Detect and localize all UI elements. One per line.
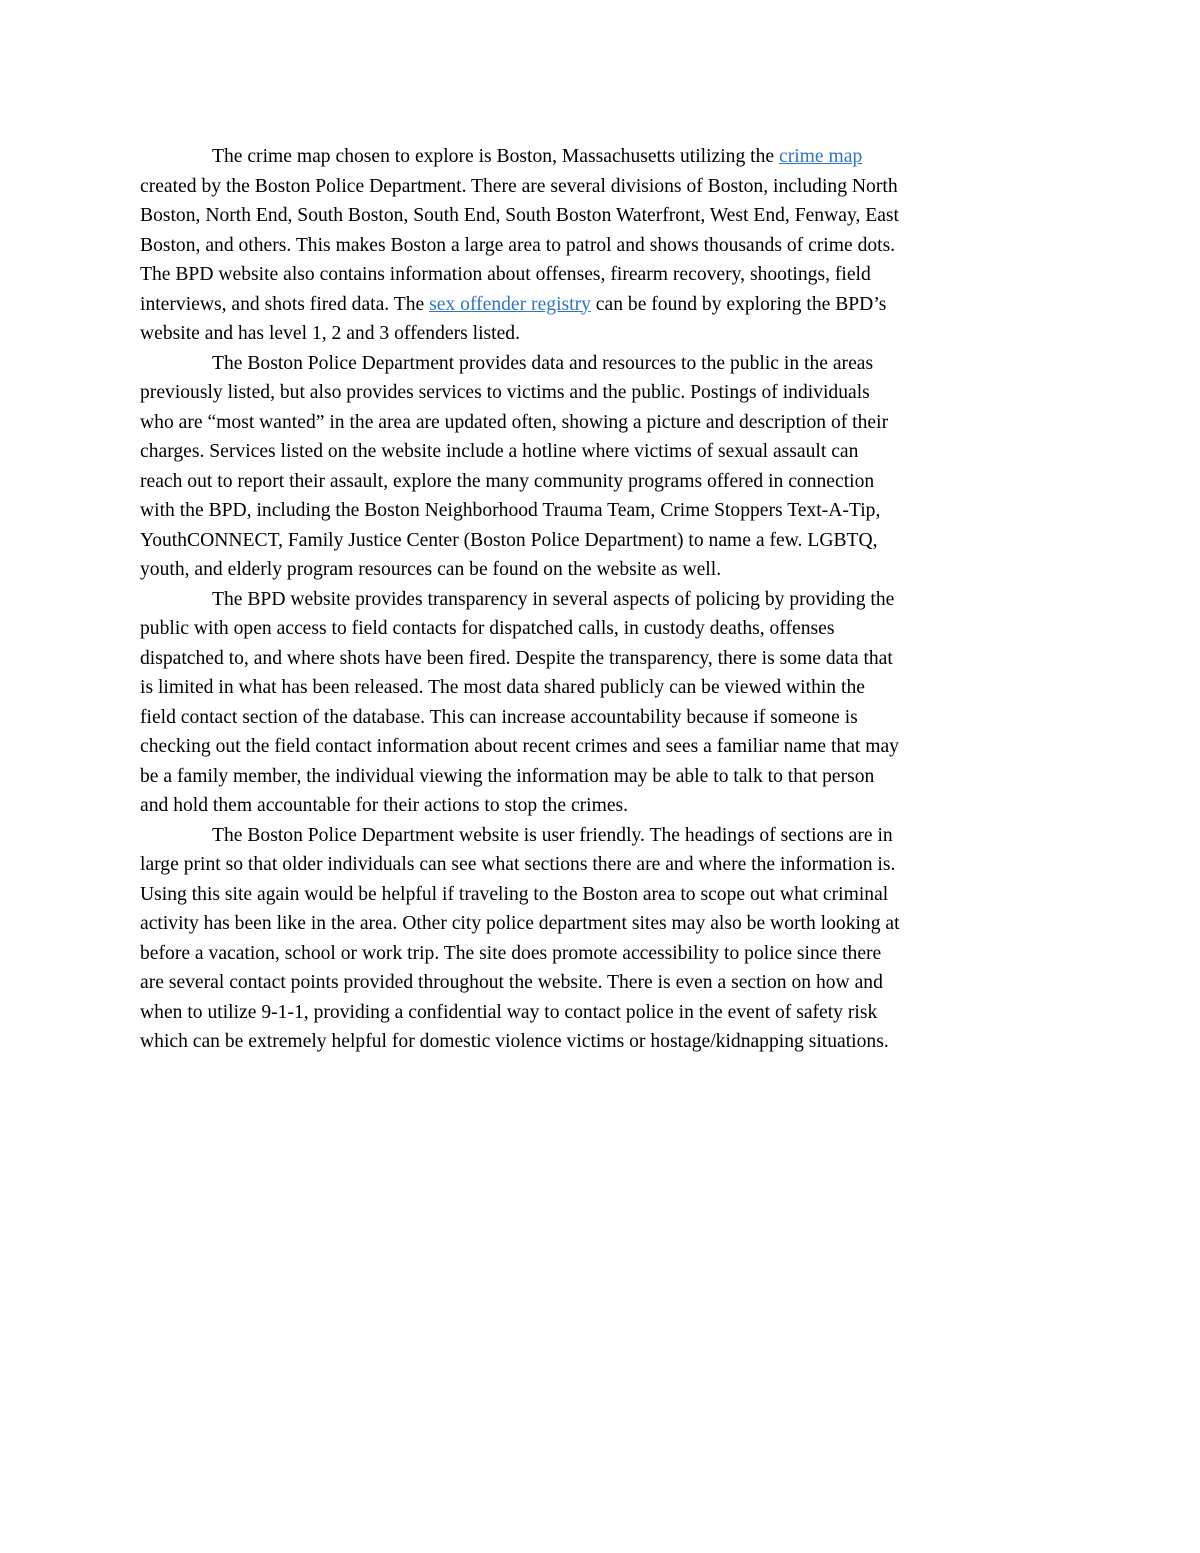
text-segment: Using this site again would be helpful if traveling to the Boston area to scope out what criminal xyxy=(140,883,889,905)
paragraph xyxy=(140,821,1062,1057)
text-segment: youth, and elderly program resources can be found on the website as well. xyxy=(140,559,722,580)
text-line xyxy=(140,1027,1062,1057)
text-segment: created by the Boston Police Department. There are several divisions of Boston, including North xyxy=(140,175,898,197)
text-segment: dispatched to, and where shots have been fired. Despite the transparency, there is some data that xyxy=(140,647,893,669)
text-segment: large print so that older individuals can see what sections there are and where the information is. xyxy=(140,854,896,875)
text-line xyxy=(140,703,1062,733)
text-line xyxy=(140,496,1062,526)
text-segment: before a vacation, school or work trip. The site does promote accessibility to police since there xyxy=(140,942,882,964)
text-line xyxy=(140,614,1062,644)
text-line xyxy=(140,467,1062,497)
text-segment: field contact section of the database. This can increase accountability because if someone is xyxy=(140,706,858,728)
text-segment: is limited in what has been released. The most data shared publicly can be viewed within the xyxy=(140,677,865,698)
text-segment: reach out to report their assault, explore the many community programs offered in connection xyxy=(140,470,875,492)
text-line xyxy=(140,290,1062,320)
text-segment: Boston, North End, South Boston, South End, South Boston Waterfront, West End, Fenway, East xyxy=(140,205,899,226)
text-line xyxy=(140,526,1062,556)
text-line xyxy=(140,319,1062,349)
text-segment: activity has been like in the area. Other city police department sites may also be worth looking at xyxy=(140,913,900,934)
text-segment: charges. Services listed on the website include a hotline where victims of sexual assault can xyxy=(140,441,859,462)
text-line xyxy=(140,968,1062,998)
sex-offender-registry-link[interactable]: sex offender registry xyxy=(429,293,591,315)
text-line xyxy=(140,821,1062,851)
crime-map-link[interactable]: crime map xyxy=(779,146,863,167)
text-line xyxy=(140,408,1062,438)
text-segment: The Boston Police Department website is user friendly. The headings of sections are in xyxy=(212,824,893,846)
text-line xyxy=(140,998,1062,1028)
text-segment: which can be extremely helpful for domestic violence victims or hostage/kidnapping situations. xyxy=(140,1031,889,1052)
text-segment: The BPD website provides transparency in several aspects of policing by providing the xyxy=(212,588,895,610)
text-line xyxy=(140,644,1062,674)
text-segment: Boston, and others. This makes Boston a large area to patrol and shows thousands of crime dots. xyxy=(140,234,896,256)
text-line xyxy=(140,939,1062,969)
text-segment: The BPD website also contains information about offenses, firearm recovery, shootings, field xyxy=(140,264,871,285)
text-line xyxy=(140,909,1062,939)
text-segment: who are “most wanted” in the area are updated often, showing a picture and description of their xyxy=(140,411,889,433)
text-segment: can be found by exploring the BPD’s xyxy=(590,293,887,315)
text-line xyxy=(140,172,1062,202)
text-line xyxy=(140,437,1062,467)
text-segment: The Boston Police Department provides data and resources to the public in the areas xyxy=(212,352,874,374)
text-segment: interviews, and shots fired data. The xyxy=(140,293,430,315)
text-line xyxy=(140,732,1062,762)
text-segment: The crime map chosen to explore is Boston, Massachusetts utilizing the xyxy=(212,146,780,167)
document-body xyxy=(140,142,1062,1057)
text-line xyxy=(140,231,1062,261)
text-segment: when to utilize 9-1-1, providing a confidential way to contact police in the event of safety risk xyxy=(140,1001,878,1023)
text-segment: be a family member, the individual viewing the information may be able to talk to that person xyxy=(140,765,875,787)
text-line xyxy=(140,260,1062,290)
paragraph xyxy=(140,585,1062,821)
text-line xyxy=(140,673,1062,703)
text-line xyxy=(140,762,1062,792)
text-line xyxy=(140,880,1062,910)
text-segment: previously listed, but also provides services to victims and the public. Postings of individuals xyxy=(140,382,870,403)
text-line xyxy=(140,349,1062,379)
text-segment: website and has level 1, 2 and 3 offenders listed. xyxy=(140,323,520,344)
text-line xyxy=(140,201,1062,231)
text-line xyxy=(140,142,1062,172)
paragraph xyxy=(140,142,1062,349)
text-line xyxy=(140,378,1062,408)
text-line xyxy=(140,850,1062,880)
text-segment: YouthCONNECT, Family Justice Center (Boston Police Department) to name a few. LGBTQ, xyxy=(140,529,878,551)
text-segment: with the BPD, including the Boston Neighborhood Trauma Team, Crime Stoppers Text-A-Tip, xyxy=(140,500,881,521)
text-segment: checking out the field contact information about recent crimes and sees a familiar name that may xyxy=(140,736,899,757)
text-segment: are several contact points provided throughout the website. There is even a section on how and xyxy=(140,972,883,993)
text-line xyxy=(140,585,1062,615)
text-segment: and hold them accountable for their actions to stop the crimes. xyxy=(140,795,629,816)
text-segment: public with open access to field contacts for dispatched calls, in custody deaths, offenses xyxy=(140,618,835,639)
text-line xyxy=(140,791,1062,821)
paragraph xyxy=(140,349,1062,585)
text-line xyxy=(140,555,1062,585)
